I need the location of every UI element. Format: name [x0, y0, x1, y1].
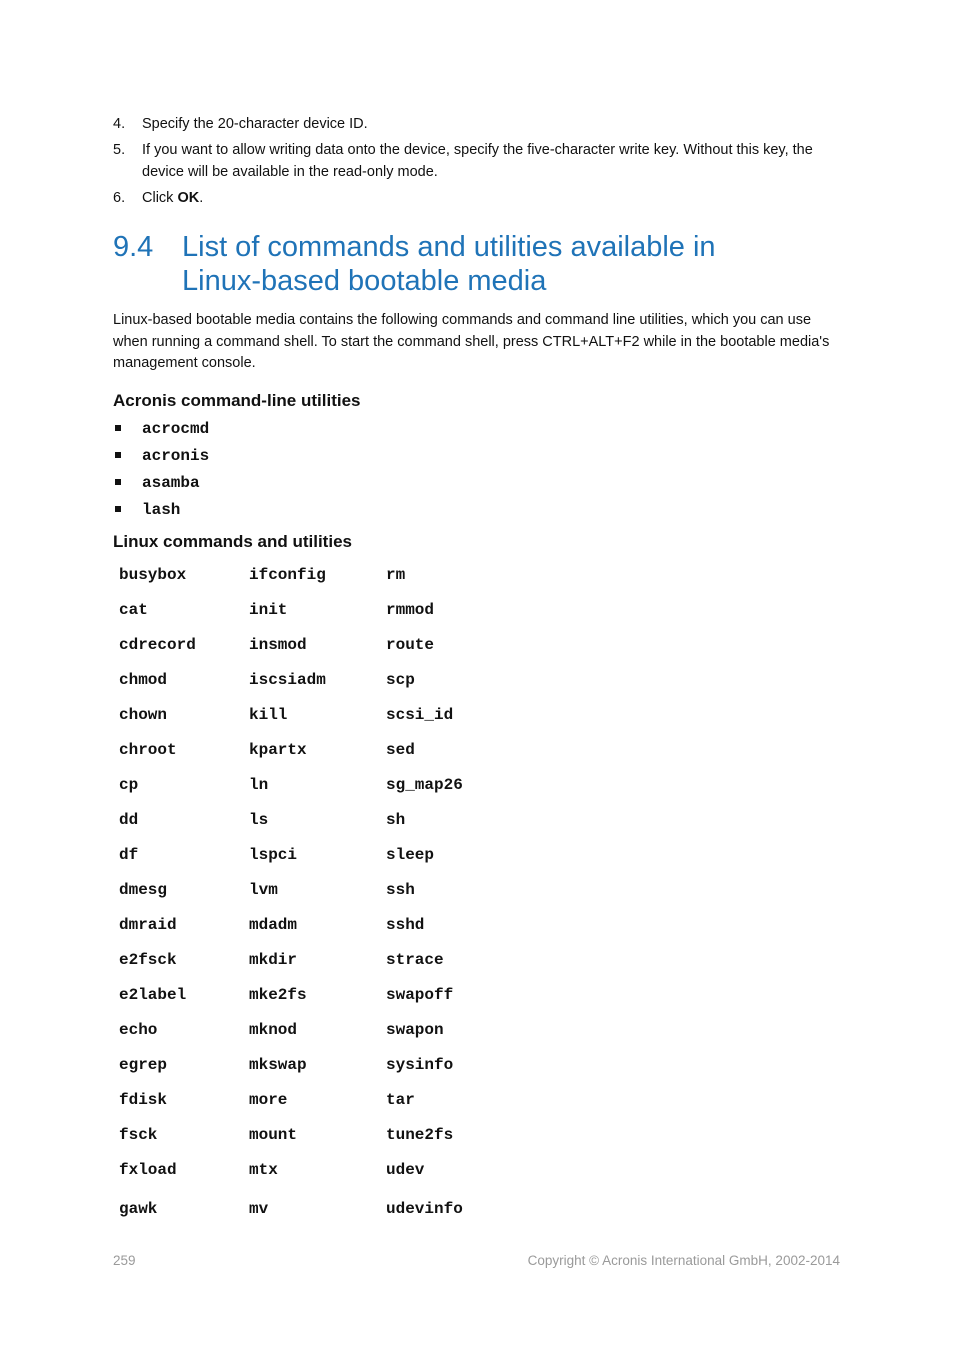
command-cell: kpartx [249, 740, 307, 759]
command-cell: udev [386, 1160, 425, 1179]
utility-name: acrocmd [142, 420, 210, 438]
linux-commands-heading: Linux commands and utilities [113, 532, 352, 551]
command-cell: df [119, 845, 139, 864]
step-text-after: . [199, 189, 204, 206]
step-item [113, 188, 843, 210]
command-cell: ssh [386, 880, 415, 899]
steps-list [113, 114, 843, 214]
command-cell: chroot [119, 740, 177, 759]
command-cell: kill [249, 705, 288, 724]
table-row [113, 662, 506, 697]
table-row [113, 592, 506, 627]
step-item [113, 140, 843, 183]
step-text-bold: OK [177, 189, 200, 206]
utility-name: lash [142, 501, 181, 519]
command-cell: lvm [249, 880, 278, 899]
command-cell: cp [119, 775, 139, 794]
table-row [113, 1082, 506, 1117]
command-cell: iscsiadm [249, 670, 326, 689]
section-heading [113, 230, 853, 298]
page-number: 259 [113, 1253, 136, 1268]
command-cell: dmraid [119, 915, 177, 934]
command-cell: route [386, 635, 435, 654]
bullet-square-icon [115, 425, 121, 431]
command-cell: chmod [119, 670, 168, 689]
command-cell: ls [249, 810, 269, 829]
command-cell: strace [386, 950, 444, 969]
command-cell: rmmod [386, 600, 435, 619]
table-row [113, 732, 506, 767]
table-row [113, 697, 506, 732]
table-row [113, 907, 506, 942]
command-cell: mknod [249, 1020, 298, 1039]
command-cell: ifconfig [249, 565, 326, 584]
bullet-square-icon [115, 479, 121, 485]
command-cell: mdadm [249, 915, 298, 934]
command-cell: lspci [249, 845, 298, 864]
table-row [113, 767, 506, 802]
command-cell: swapon [386, 1020, 444, 1039]
command-cell: cat [119, 600, 148, 619]
command-cell: sysinfo [386, 1055, 454, 1074]
command-cell: scp [386, 670, 415, 689]
table-row [113, 977, 506, 1012]
step-item [113, 114, 843, 136]
table-row [113, 627, 506, 662]
command-cell: sg_map26 [386, 775, 463, 794]
step-number: 6. [113, 189, 126, 206]
command-cell: e2fsck [119, 950, 177, 969]
linux-commands-table [113, 557, 506, 1230]
section-title: List of commands and utilities available in Linux-based bootable media [182, 231, 716, 297]
command-cell: init [249, 600, 288, 619]
command-cell: egrep [119, 1055, 168, 1074]
utility-name: asamba [142, 474, 200, 492]
copyright-notice: Copyright © Acronis International GmbH, 2002-2014 [527, 1253, 840, 1268]
command-cell: mtx [249, 1160, 278, 1179]
step-text: Specify the 20-character device ID. [142, 116, 368, 132]
command-cell: e2label [119, 985, 187, 1004]
command-cell: fdisk [119, 1090, 168, 1109]
command-cell: mv [249, 1199, 269, 1218]
table-row [113, 1012, 506, 1047]
step-text-before: Click [142, 189, 178, 206]
command-cell: sed [386, 740, 415, 759]
command-cell: ln [249, 775, 269, 794]
command-cell: sh [386, 810, 406, 829]
command-cell: cdrecord [119, 635, 196, 654]
bullet-square-icon [115, 506, 121, 512]
table-row [113, 837, 506, 872]
command-cell: dmesg [119, 880, 168, 899]
command-cell: insmod [249, 635, 307, 654]
list-item [113, 472, 209, 499]
command-cell: swapoff [386, 985, 454, 1004]
command-cell: gawk [119, 1199, 158, 1218]
table-row [113, 872, 506, 907]
command-cell: scsi_id [386, 705, 454, 724]
list-item [113, 418, 209, 445]
section-number: 9.4 [113, 231, 154, 263]
table-row [113, 1117, 506, 1152]
table-row [113, 942, 506, 977]
step-text: If you want to allow writing data onto the device, specify the five-character write key. Without this key, the device will be available in the read-only mode. [142, 142, 813, 180]
command-cell: sshd [386, 915, 425, 934]
command-cell: chown [119, 705, 168, 724]
command-cell: mkswap [249, 1055, 307, 1074]
command-cell: echo [119, 1020, 158, 1039]
acronis-utilities-heading: Acronis command-line utilities [113, 391, 361, 410]
command-cell: udevinfo [386, 1199, 463, 1218]
command-cell: tar [386, 1090, 415, 1109]
table-row [113, 1152, 506, 1187]
command-cell: mke2fs [249, 985, 307, 1004]
command-cell: tune2fs [386, 1125, 454, 1144]
table-row [113, 1047, 506, 1082]
command-cell: fsck [119, 1125, 158, 1144]
step-number: 5. [113, 142, 126, 158]
bullet-square-icon [115, 452, 121, 458]
command-cell: dd [119, 810, 139, 829]
utility-name: acronis [142, 447, 210, 465]
command-cell: mount [249, 1125, 298, 1144]
table-row [113, 557, 506, 592]
command-cell: rm [386, 565, 406, 584]
command-cell: busybox [119, 565, 187, 584]
linux-commands-table-body [113, 557, 506, 1230]
command-cell: mkdir [249, 950, 298, 969]
acronis-utilities-list [113, 418, 209, 526]
list-item [113, 445, 209, 472]
command-cell: sleep [386, 845, 435, 864]
table-row [113, 802, 506, 837]
intro-paragraph: Linux-based bootable media contains the following commands and command line utilities, which you can use when running a command shell. To start the command shell, press CTRL+ALT+F2 while in the bootable media's management console. [113, 312, 830, 371]
step-number: 4. [113, 116, 126, 132]
command-cell: more [249, 1090, 288, 1109]
list-item [113, 499, 209, 526]
command-cell: fxload [119, 1160, 177, 1179]
table-row [113, 1187, 506, 1230]
